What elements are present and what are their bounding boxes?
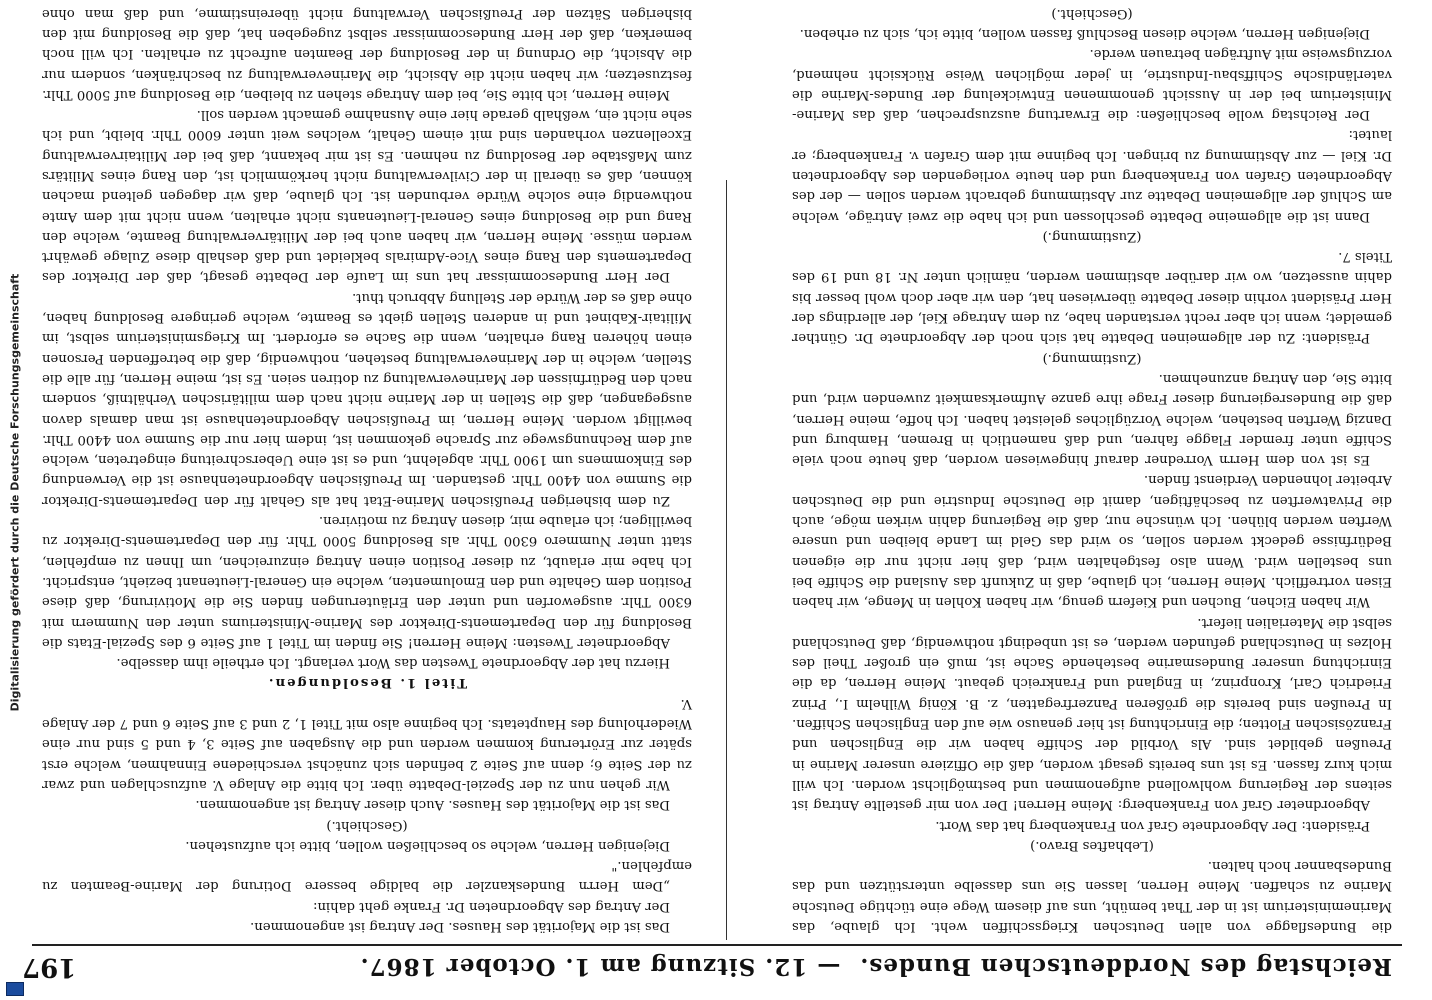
page-header <box>22 944 1402 986</box>
paragraph: die Bundesflagge von allen Deutschen Kriegsschiffen weht. Ich glaube, das Marineministerium ist in der That bemüht, uns auf diesem Wege eine tüchtige Deutsche Marine zu schaffen. Meine Herren, lassen Sie uns dasselbe unterstützen und das Bundesbanner hoch halten. <box>792 858 1392 934</box>
paragraph: Der Herr Bundescommissar hat uns im Laufe der Debatte gesagt, daß der Direktor des Departements den Rang eines Vice-Admirals bekleidet und daß deshalb diese Zulage gewährt werden müsse. Meine Herren, wir haben auch bei der Militärverwaltung Beamte, welche den Rang und die Besoldung eines General-Lieutenants nicht erhalten, wenn nicht mit dem Amte nothwendig eine solche Würde verbunden ist. Ich glaube, daß wir dagegen geltend machen können, daß es überall in der Civilverwaltung nicht herkömmlich ist, den Rang eines Militärs zum Maßstabe der Besoldung zu nehmen. Es ist mir bekannt, daß bei der Militairverwaltung Excellenzen vorhanden sind mit einem Gehalt, welches weit unter 6000 Thlr. bleibt, und ich sehe nicht ein, weßhalb gerade hier eine Ausnahme gemacht werden soll. <box>42 107 692 285</box>
paragraph: Abgeordneter Twesten: Meine Herren! Sie finden im Titel 1 auf Seite 6 des Spezial-Etats die Besoldung für den Departements-Direktor des Marine-Ministeriums unter den Nummern mit 6300 Thlr. ausgeworfen und unter den Erläuterungen finden Sie die Motivirung, daß diese Position dem Gehalte und den Emolumenten, welche ein General-Lieutenant bezieht, entspricht. Ich habe mir erlaubt, zu dieser Position einen Antrag einzureichen, um Ihnen zu empfehlen, statt unter Nummero 6300 Thlr. als Besoldung 5000 Thlr. für den Departements-Direktor zu bewilligen; ich erlaube mir, diesen Antrag zu motiviren. <box>42 513 692 650</box>
paragraph: Zu dem bisherigen Preußischen Marine-Etat hat als Gehalt für den Departements-Direktor die Summe von 4400 Thlr. gestanden. Im Preußischen Abgeordnetenhause ist die Verwendung des Einkommens um 1900 Thlr. abgelehnt, und es ist eine Ueberschreitung eingetreten, welche auf dem Rechnungswege zur Sprache gekommen ist, indem hier nur die Summe von 4400 Thlr. bewilligt worden. Meine Herren, im Preußischen Abgeordnetenhause ist man damals davon ausgegangen, daß die Stellen in der Marine nicht nach dem militärischen Verhältniß, sondern nach den Bedürfnissen der Marineverwaltung zu dotiren seien. Es ist, meine Herren, für alle die Stellen, welche in der Marineverwaltung bestehen, nothwendig, daß die betreffenden Personen einen höheren Rang erhalten, wenn die Sache es erfordert. Im Kriegsministerium selbst, im Militair-Kabinet und in anderen Stellen giebt es Beamte, welche geringere Besoldung haben, ohne daß es der Würde der Stellung Abbruch thut. <box>42 289 692 508</box>
paragraph: (Lebhaftes Bravo.) <box>1030 837 1154 853</box>
text-column-right <box>42 5 692 936</box>
paragraph: Es ist von dem Herrn Vorredner darauf hingewiesen worden, daß heute noch viele Schiffe unter fremder Flagge fahren, und daß namentlich in Bremen, Hamburg und Danzig Werften bestehen, welche Vorzügliches geleistet haben. Ich hoffe, meine Herren, daß die Bundesregierung dieser Frage ihre ganze Aufmerksamkeit zuwenden wird, und bitte Sie, den Antrag anzunehmen. <box>792 370 1392 468</box>
digitization-credit: Digitalisierung gefördert durch die Deutsche Forschungsgemeinschaft <box>8 273 22 712</box>
paragraph: Der Antrag des Abgeordneten Dr. Franke geht dahin: <box>313 898 670 914</box>
column-divider <box>726 180 727 940</box>
paragraph: Wir haben Eichen, Buchen und Kiefern genug, wir haben Kohlen in Menge, wir haben Eisen vortrefflich. Meine Herren, ich glaube, daß in Zukunft das Ausland die Schiffe bei uns bestellen wird. Wenn also festgehalten wird, daß hier nicht nur die eigenen Bedürfnisse gedeckt werden sollen, so wird das Geld im Lande bleiben und unsere Werften werden blühen. Ich wünsche nur, daß die Regierung dahin wirken möge, auch die Privatwerften zu beschäftigen, damit die Deutsche Industrie und die Deutschen Arbeiter lohnenden Verdienst finden. <box>792 472 1392 610</box>
digitization-credit-strip <box>0 0 26 1000</box>
header-title: Reichstag des Norddeutschen Bundes. <box>859 953 1392 980</box>
paragraph: „Dem Herrn Bundeskanzler die baldige bessere Dotirung der Marine-Beamten zu empfehlen." <box>42 858 692 894</box>
text-column-left <box>792 5 1392 936</box>
paragraph: Das ist die Majorität des Hauses. Der Antrag ist angenommen. <box>250 919 670 934</box>
paragraph: Präsident: Der Abgeordnete Graf von Frankenberg hat das Wort. <box>935 817 1370 833</box>
paragraph: Diejenigen Herren, welche so beschließen wollen, bitte ich aufzustehen. <box>185 837 670 853</box>
paragraph: Abgeordneter Graf von Frankenberg: Meine Herren! Der von mir gestellte Antrag ist seitens der Regierung wohlwollend aufgenommen und bestmöglichst worden. Ich will mich kurz fassen. Es ist uns bereits gesagt worden, daß die Offiziere unserer Marine in Preußen gebildet sind. Als Vorbild der Schiffe haben wir die Englischen und Französischen Flotten; die Einrichtung ist hier genauso wie auf den Englischen Schiffen. In Preußen sind bereits die größeren Panzerfregatten, z. B. König Wilhelm I., Prinz Friedrich Carl, Kronprinz, in England und Frankreich gebaut. Meine Herren, da die Einrichtung unserer Bundesmarine bestehende Sache ist, muß ein großer Theil des Holzes in Deutschland gefunden werden, es ist unbedingt nothwendig, daß Deutschland selbst die Materialien liefert. <box>792 614 1392 813</box>
page-number: 197 <box>22 952 77 982</box>
dfg-logo-icon <box>6 982 24 996</box>
paragraph: Hierzu hat der Abgeordnete Twesten das Wort verlangt. Ich ertheile ihm dasselbe. <box>116 655 670 671</box>
section-heading: Titel 1. Besoldungen. <box>266 675 468 691</box>
paragraph: (Geschieht.) <box>1051 5 1133 21</box>
paragraph: Der Reichstag wolle beschließen: die Erwartung auszusprechen, daß das Marine-Ministerium bei der in Aussicht genommenen Entwickelung der Bundes-Marine die vaterländische Schiffsbau-Industrie, in jeder möglichen Weise Rücksicht nehmend, vorzugsweise mit Aufträgen betrauen werde. <box>792 46 1392 123</box>
header-title-group <box>350 953 1392 980</box>
paragraph: Meine Herren, ich bitte Sie, bei dem Antrage stehen zu bleiben, die Besoldung auf 5000 Thlr. festzusetzen; wir haben nicht die Absicht, die Marineverwaltung zu beschränken, sondern nur die Absicht, die Ordnung in der Besoldung der Beamten aufrecht zu erhalten. Ich will noch bemerken, daß der Herr Bundescommissar selbst zugegeben hat, daß die Besoldung mit den bisherigen Sätzen der Preußischen Verwaltung nicht übereinstimme, und daß man ohne <box>42 5 692 102</box>
paragraph: Präsident: Zu der allgemeinen Debatte hat sich noch der Abgeordnete Dr. Günther gemeldet; wenn ich aber recht verstanden habe, zu dem Antrage Kiel, der allerdings der Herr Präsident vorhin dieser Debatte überwiesen hat, den wir aber doch wohl besser bis dahin aussetzen, wo wir darüber abstimmen werden, nämlich unter Nr. 18 und 19 des Titels 7. <box>792 249 1392 346</box>
paragraph: (Zustimmung.) <box>1042 228 1142 244</box>
paragraph: (Zustimmung.) <box>1042 350 1142 366</box>
paragraph: Wir gehen nun zu der Speziel-Debatte über. Ich bitte die Anlage V. aufzuschlagen und zwar zu der Seite 6; denn auf Seite 2 befinden sich zunächst verschiedene Einnahmen, welche erst später zur Erörterung kommen werden und die Ausgaben auf Seite 3, 4 und 5 sind nur eine Wiederholung des Hauptetats. Ich beginne also mit Titel 1, 2 und 3 auf Seite 6 und 7 der Anlage V. <box>42 695 692 792</box>
paragraph: Dann ist die allgemeine Debatte geschlossen und ich habe die zwei Anträge, welche am Schluß der allgemeinen Debatte zur Abstimmung gebracht werden sollen — der des Abgeordneten Grafen von Frankenberg und den heute vorliegenden des Abgeordneten Dr. Kiel — zur Abstimmung zu bringen. Ich beginne mit dem Grafen v. Frankenberg; er lautet: <box>792 127 1392 224</box>
header-session: — 12. Sitzung am 1. October 1867. <box>359 953 841 980</box>
paragraph: Das ist die Majorität des Hauses. Auch dieser Antrag ist angenommen. <box>195 797 670 813</box>
paragraph: (Geschieht.) <box>326 817 408 833</box>
paragraph: Diejenigen Herren, welche diesen Beschluß fassen wollen, bitte ich, sich zu erheben. <box>799 25 1370 41</box>
